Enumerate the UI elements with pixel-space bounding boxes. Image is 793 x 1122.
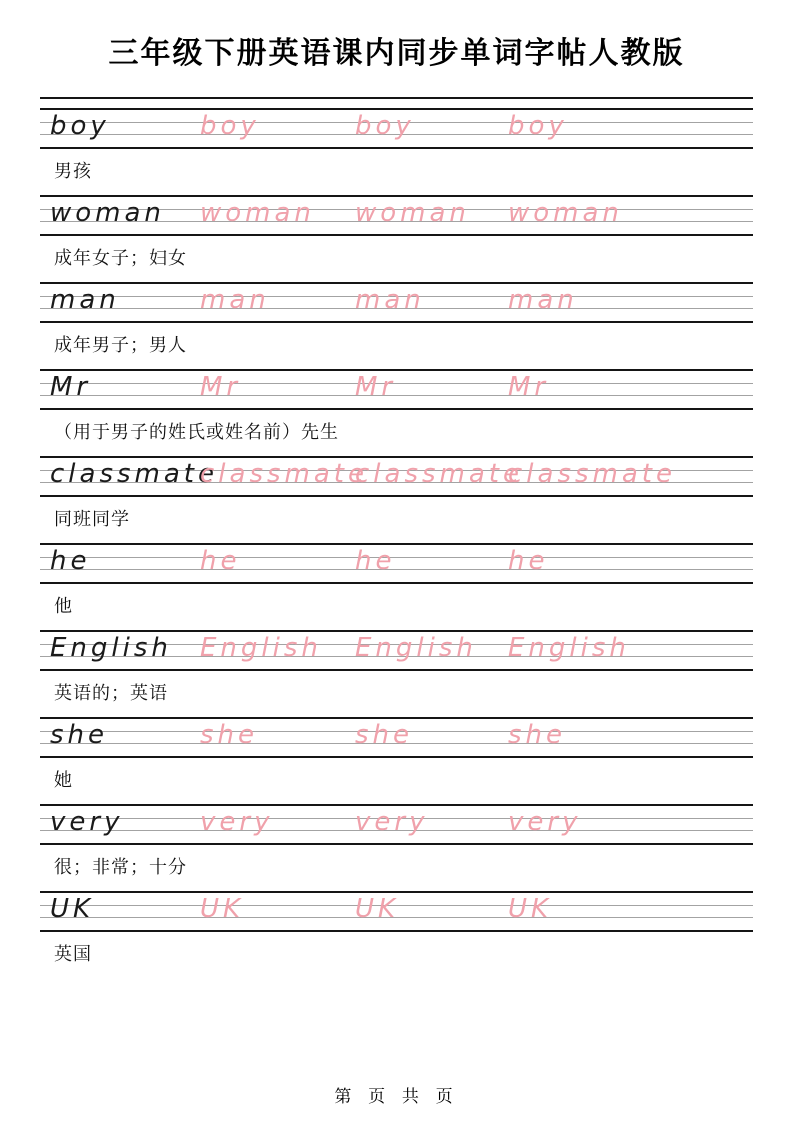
- word-entry: [40, 369, 753, 456]
- word-entry: [40, 456, 753, 543]
- writing-guide-grid: [40, 891, 753, 932]
- word-trace-1: Mr: [200, 372, 242, 402]
- word-entry: [40, 891, 753, 978]
- guide-line-lower: [40, 569, 753, 570]
- word-trace-3: he: [508, 546, 549, 576]
- word-trace-3: English: [508, 633, 630, 663]
- word-list: [40, 97, 753, 978]
- word-trace-2: very: [355, 807, 429, 837]
- word-trace-1: boy: [200, 111, 260, 141]
- writing-guide-grid: [40, 369, 753, 410]
- word-trace-1: very: [200, 807, 274, 837]
- word-entry: [40, 543, 753, 630]
- writing-guide-grid: [40, 717, 753, 758]
- word-meaning: 男孩: [54, 161, 92, 182]
- word-trace-3: classmate: [508, 459, 676, 489]
- writing-guide-grid: [40, 195, 753, 236]
- word-trace-1: UK: [200, 894, 245, 924]
- word-entry: [40, 717, 753, 804]
- word-meaning: 他: [54, 596, 73, 617]
- word-printed: English: [50, 633, 172, 663]
- word-trace-2: Mr: [355, 372, 397, 402]
- writing-guide-grid: [40, 630, 753, 671]
- word-trace-2: woman: [355, 198, 470, 228]
- word-printed: very: [50, 807, 124, 837]
- page-title: 三年级下册英语课内同步单词字帖人教版: [108, 37, 685, 70]
- word-trace-3: man: [508, 285, 578, 315]
- word-printed: boy: [50, 111, 110, 141]
- word-trace-3: boy: [508, 111, 568, 141]
- word-printed: she: [50, 720, 109, 750]
- word-meaning: 同班同学: [54, 509, 130, 530]
- word-trace-2: UK: [355, 894, 400, 924]
- writing-guide-grid: [40, 543, 753, 584]
- word-trace-2: she: [355, 720, 414, 750]
- page-footer: 第 页 共 页: [334, 1087, 459, 1106]
- word-printed: he: [50, 546, 91, 576]
- word-trace-1: woman: [200, 198, 315, 228]
- word-trace-2: boy: [355, 111, 415, 141]
- word-meaning: 英国: [54, 944, 92, 965]
- word-trace-2: man: [355, 285, 425, 315]
- guide-line-upper: [40, 557, 753, 558]
- word-trace-3: very: [508, 807, 582, 837]
- word-trace-3: UK: [508, 894, 553, 924]
- writing-guide-grid: [40, 282, 753, 323]
- word-printed: classmate: [50, 459, 218, 489]
- writing-guide-grid: [40, 804, 753, 845]
- word-trace-1: she: [200, 720, 259, 750]
- word-meaning: 英语的；英语: [54, 683, 168, 704]
- word-meaning: 成年女子；妇女: [54, 248, 187, 269]
- word-trace-2: classmate: [355, 459, 523, 489]
- word-trace-1: English: [200, 633, 322, 663]
- word-meaning: （用于男子的姓氏或姓名前）先生: [54, 422, 339, 443]
- word-printed: woman: [50, 198, 165, 228]
- word-meaning: 她: [54, 770, 73, 791]
- word-entry: [40, 108, 753, 195]
- word-trace-2: English: [355, 633, 477, 663]
- word-printed: man: [50, 285, 120, 315]
- word-entry: [40, 630, 753, 717]
- word-trace-2: he: [355, 546, 396, 576]
- word-trace-3: she: [508, 720, 567, 750]
- word-entry: [40, 804, 753, 891]
- word-trace-1: he: [200, 546, 241, 576]
- word-trace-1: classmate: [200, 459, 368, 489]
- word-printed: UK: [50, 894, 95, 924]
- word-trace-3: woman: [508, 198, 623, 228]
- word-printed: Mr: [50, 372, 92, 402]
- guide-line-upper: [40, 383, 753, 384]
- writing-guide-grid: [40, 456, 753, 497]
- guide-line-lower: [40, 395, 753, 396]
- word-trace-3: Mr: [508, 372, 550, 402]
- word-meaning: 成年男子；男人: [54, 335, 187, 356]
- word-entry: [40, 282, 753, 369]
- writing-guide-grid: [40, 108, 753, 149]
- word-trace-1: man: [200, 285, 270, 315]
- word-entry: [40, 195, 753, 282]
- word-meaning: 很；非常；十分: [54, 857, 187, 878]
